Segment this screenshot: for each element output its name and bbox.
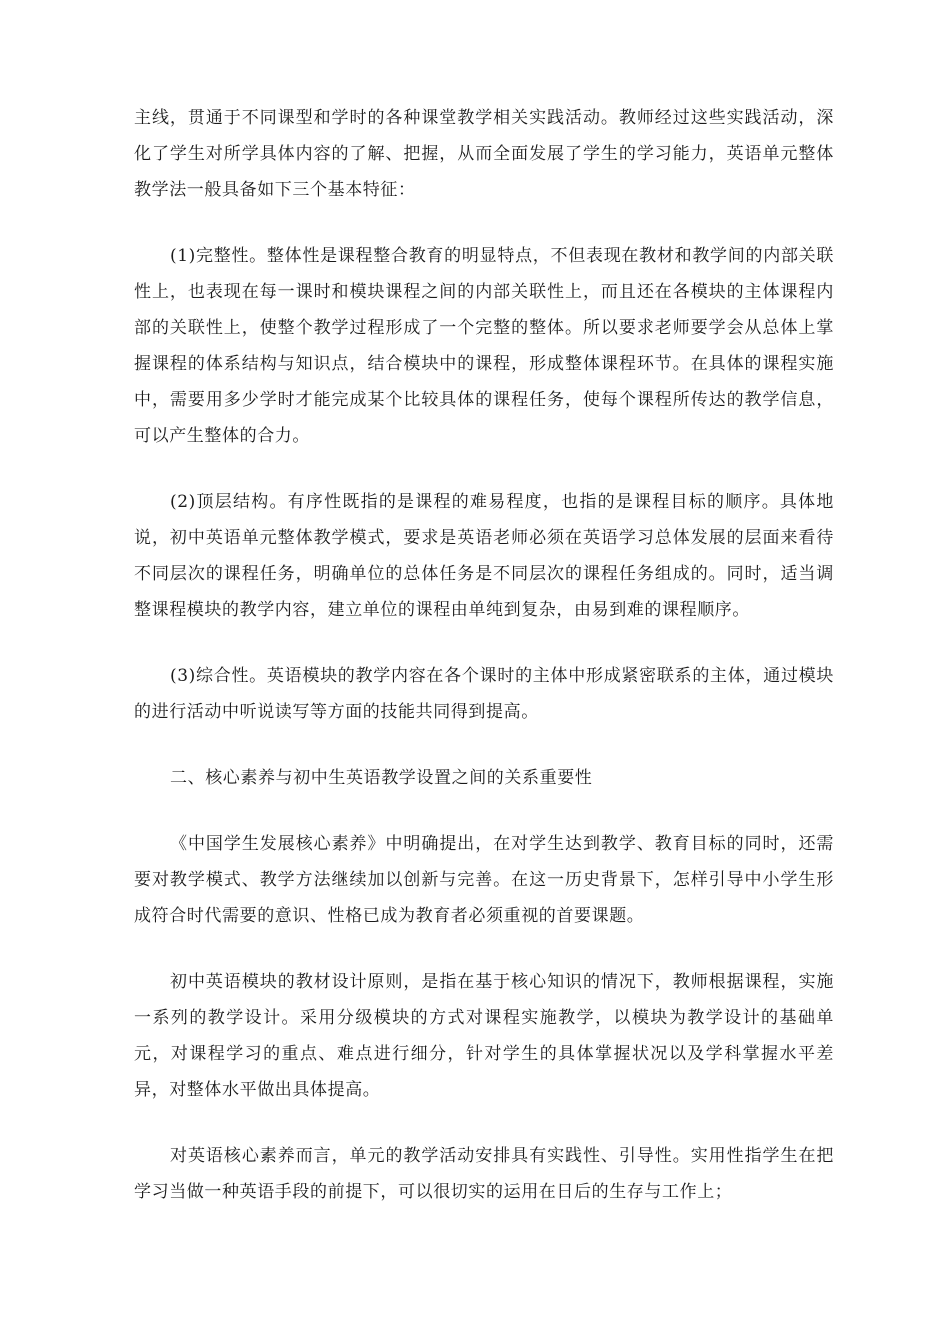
- paragraph-feature-top-level-structure: (2)顶层结构。有序性既指的是课程的难易程度，也指的是课程目标的顺序。具体地说，初中英语单元整体教学模式，要求是英语老师必须在英语学习总体发展的层面来看待不同层次的课程任务，明确单位的总体任务是不同层次的课程任务组成的。同时，适当调整课程模块的教学内容，建立单位的课程由单纯到复杂，由易到难的课程顺序。: [134, 492, 834, 620]
- document-body: [134, 100, 834, 1240]
- paragraph-module-design: 初中英语模块的教材设计原则，是指在基于核心知识的情况下，教师根据课程，实施一系列的教学设计。采用分级模块的方式对课程实施教学，以模块为教学设计的基础单元，对课程学习的重点、难点进行细分，针对学生的具体掌握状况以及学科掌握水平差异，对整体水平做出具体提高。: [134, 972, 834, 1100]
- paragraph-core-literacy: 《中国学生发展核心素养》中明确提出，在对学生达到教学、教育目标的同时，还需要对教学模式、教学方法继续加以创新与完善。在这一历史背景下，怎样引导中小学生形成符合时代需要的意识、性格已成为教育者必须重视的首要课题。: [134, 834, 834, 926]
- paragraph-feature-completeness: (1)完整性。整体性是课程整合教育的明显特点，不但表现在教材和教学间的内部关联性上，也表现在每一课时和模块课程之间的内部关联性上，而且还在各模块的主体课程内部的关联性上，使整个教学过程形成了一个完整的整体。所以要求老师要学会从总体上掌握课程的体系结构与知识点，结合模块中的课程，形成整体课程环节。在具体的课程实施中，需要用多少学时才能完成某个比较具体的课程任务，使每个课程所传达的教学信息，可以产生整体的合力。: [134, 246, 834, 446]
- paragraph-feature-comprehensiveness: (3)综合性。英语模块的教学内容在各个课时的主体中形成紧密联系的主体，通过模块的进行活动中听说读写等方面的技能共同得到提高。: [134, 666, 834, 722]
- paragraph-practicality: 对英语核心素养而言，单元的教学活动安排具有实践性、引导性。实用性指学生在把学习当做一种英语手段的前提下，可以很切实的运用在日后的生存与工作上；: [134, 1146, 834, 1202]
- paragraph-continuation: 主线，贯通于不同课型和学时的各种课堂教学相关实践活动。教师经过这些实践活动，深化了学生对所学具体内容的了解、把握，从而全面发展了学生的学习能力，英语单元整体教学法一般具备如下三个基本特征：: [134, 108, 834, 200]
- section-heading: 二、核心素养与初中生英语教学设置之间的关系重要性: [170, 768, 593, 788]
